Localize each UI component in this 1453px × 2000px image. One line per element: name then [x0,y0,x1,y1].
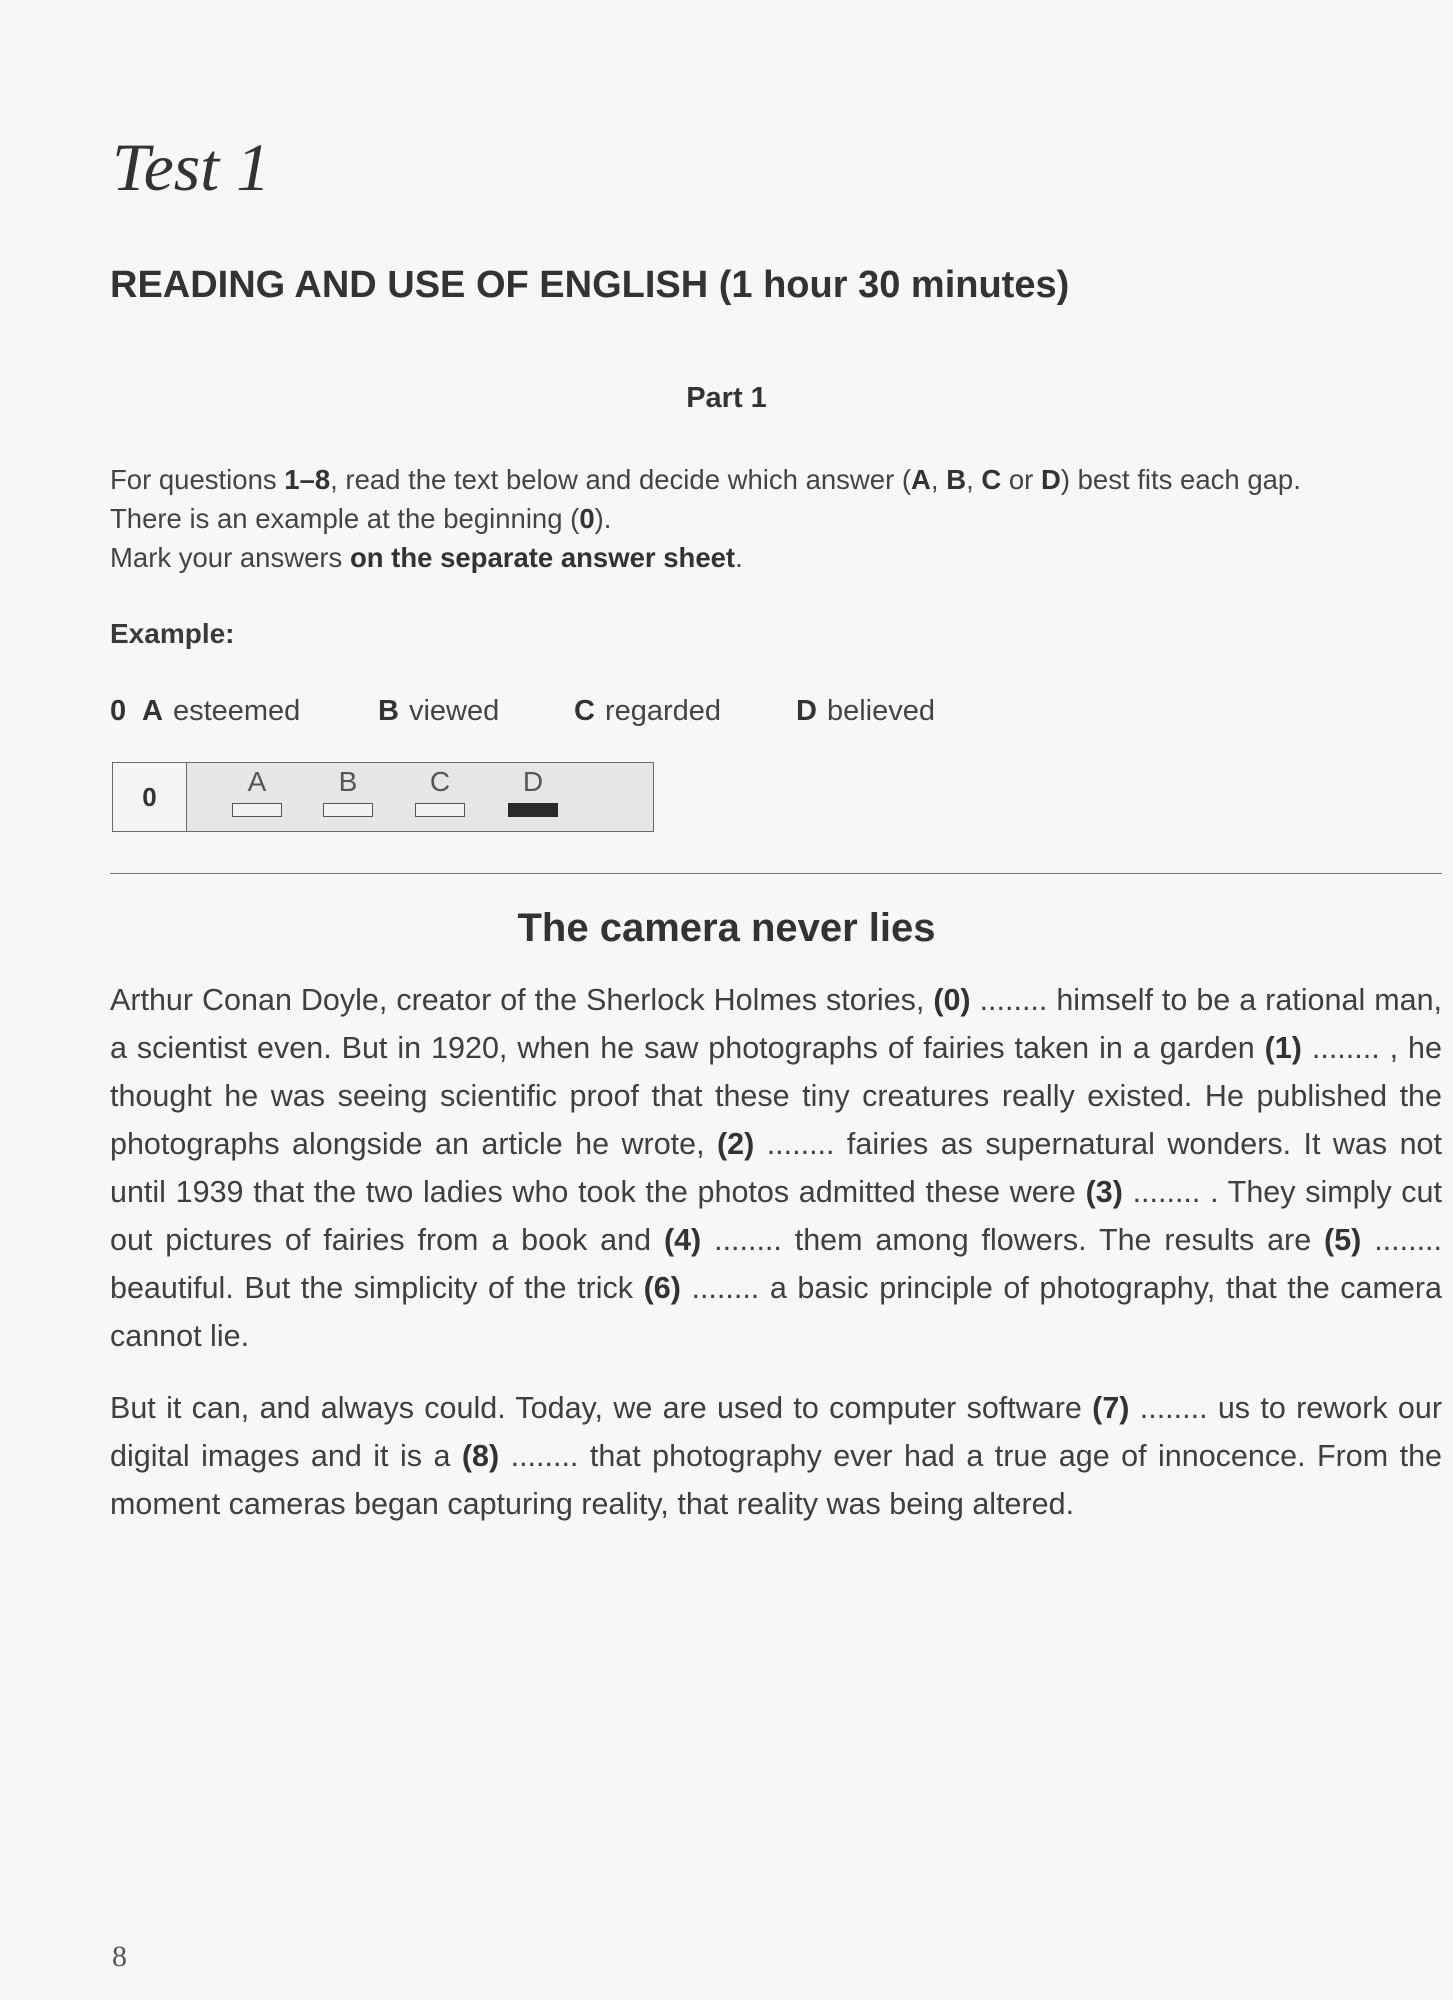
option-letter: B [378,695,399,727]
divider [110,873,1442,874]
option-letter: A [142,695,163,727]
empty-mark-box [415,803,465,817]
passage-text: Arthur Conan Doyle, creator of the Sherlock Holmes stories, [110,983,934,1017]
passage-text: ........ them among flowers. The results are [701,1223,1325,1257]
answer-choice-b [320,767,376,817]
instruction-line-1 [110,460,1450,499]
question-number: 0 [110,695,127,727]
passage-text: ........ a basic principle of photography, that the camera cannot lie. [110,1271,1442,1353]
option-letter: D [1040,464,1061,495]
example-option-d [796,695,935,728]
gap-number: (7) [1092,1391,1130,1425]
option-word: believed [826,695,935,727]
choice-letter: C [429,766,451,797]
answer-box-number: 0 [113,763,187,831]
option-word: viewed [408,695,500,727]
instructions [110,460,1450,577]
instruction-text: ). [594,503,612,534]
section-name: READING AND USE OF ENGLISH [110,264,709,306]
option-letter: B [946,464,967,495]
answer-choice-a [229,767,285,817]
empty-mark-box [232,803,282,817]
gap-number: (1) [1264,1031,1302,1065]
gap-number: (2) [717,1127,755,1161]
question-range: 1–8 [284,464,331,495]
part-title: Part 1 [686,382,767,414]
instruction-text: . [735,542,743,573]
answer-choice-d [505,767,561,817]
paragraph-1 [110,976,1442,1360]
gap-number: (0) [933,983,971,1017]
instruction-line-2 [110,499,1450,538]
example-option-b [378,695,499,728]
passage [110,976,1442,1552]
example-option-a [142,695,300,728]
example-option-c [574,695,721,728]
passage-text: ........ himself to be a rational man, a scientist even. But in 1920, when he saw photographs of fairies taken in a garden [110,983,1443,1065]
instruction-text: ) best fits each gap. [1060,464,1301,495]
example-label: Example: [110,618,235,649]
passage-text: ........ fairies as supernatural wonders. It was not until 1939 that the two ladies who took the photos admitted these were [110,1127,1442,1209]
passage-text: ........ beautiful. But the simplicity of the trick [110,1223,1442,1305]
example-options [0,695,1453,735]
empty-mark-box [323,803,373,817]
passage-text: But it can, and always could. Today, we are used to computer software [110,1391,1093,1425]
gap-number: (4) [663,1223,702,1257]
choice-letter: B [338,766,358,797]
passage-text: ........ . They simply cut out pictures of fairies from a book and [110,1175,1442,1257]
example-number: 0 [579,503,595,534]
instruction-text: , [966,464,982,495]
option-word: esteemed [172,695,301,727]
gap-number: (3) [1085,1175,1123,1209]
section-duration: (1 hour 30 minutes) [718,264,1070,306]
instruction-text: or [1001,464,1041,495]
option-letter: C [574,695,595,727]
option-word: regarded [604,695,722,727]
answer-sheet-note: on the separate answer sheet [349,542,736,573]
example-question-number [110,695,136,728]
passage-text: ........ , he thought he was seeing scientific proof that these tiny creatures really existed. He published the photographs alongside an article he wrote, [110,1031,1442,1161]
option-letter: C [981,464,1002,495]
instruction-text: For questions [110,464,285,495]
passage-text: ........ that photography ever had a true age of innocence. From the moment cameras began capturing reality, that reality was being altered. [110,1439,1443,1521]
instruction-text: , [930,464,947,495]
instruction-text: , read the text below and decide which answer ( [330,464,912,495]
instruction-text: There is an example at the beginning ( [110,503,580,534]
text-title: The camera never lies [517,906,936,950]
paragraph-2 [110,1384,1442,1528]
instruction-text: Mark your answers [110,542,350,573]
gap-number: (8) [461,1439,500,1473]
passage-text: ........ us to rework our digital images and it is a [110,1391,1442,1473]
gap-number: (5) [1324,1223,1362,1257]
example-answer-box [112,762,654,832]
choice-letter: D [522,766,544,797]
choice-letter: A [247,766,267,797]
page-number: 8 [112,1940,127,1973]
gap-number: (6) [643,1271,681,1305]
test-title: Test 1 [112,129,271,205]
option-letter: D [796,695,817,727]
answer-choice-c [412,767,468,817]
option-letter: A [911,464,931,495]
section-heading [110,264,1069,307]
instruction-line-3 [110,538,1450,577]
filled-mark-box [508,803,558,817]
